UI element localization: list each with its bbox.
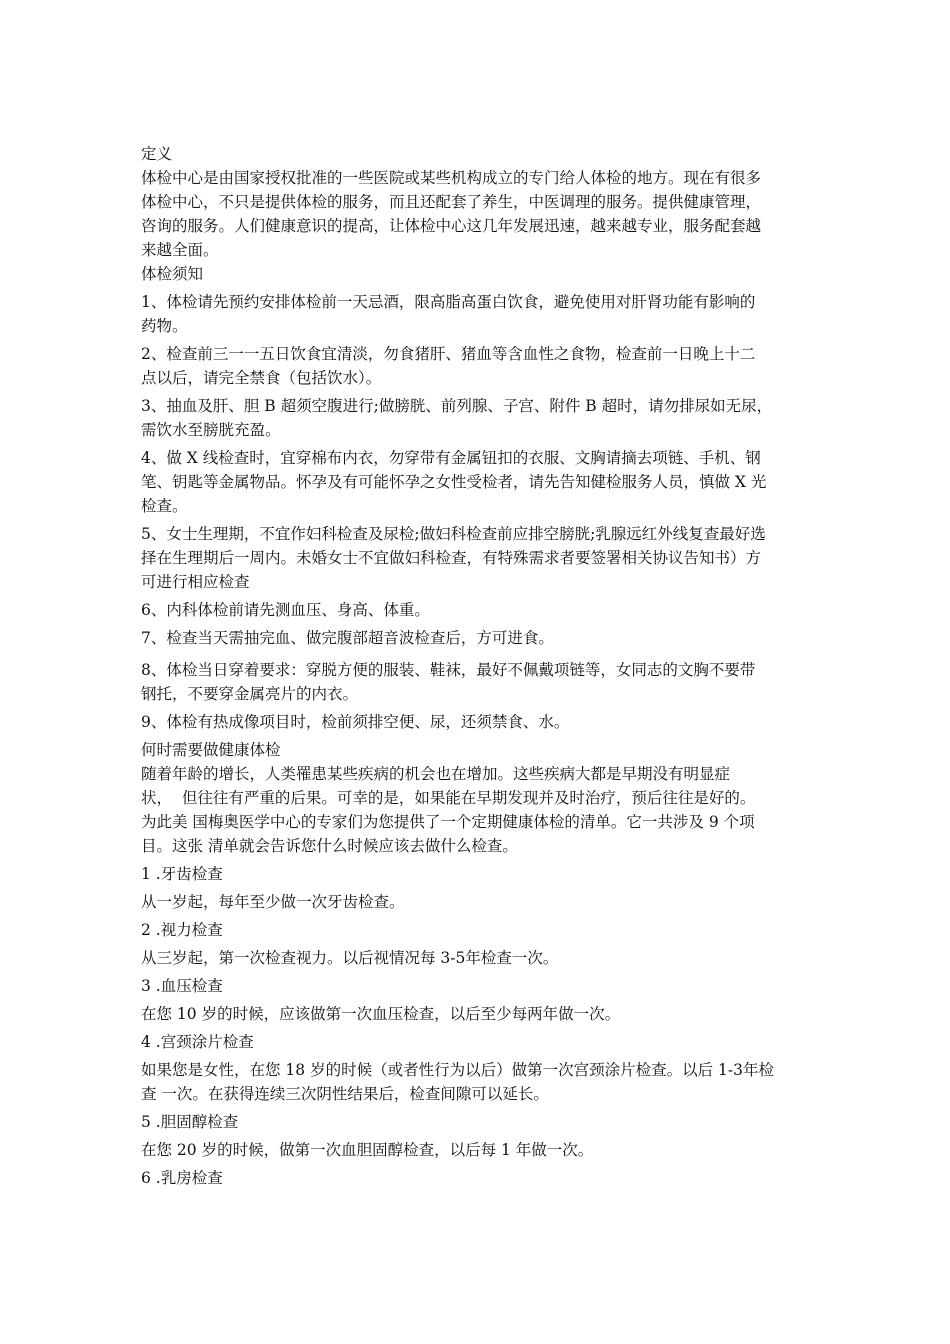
section-heading-notice: 体检须知	[141, 265, 204, 283]
check-desc-pap-smear: 如果您是女性，在您 18 岁的时候（或者性行为以后）做第一次宫颈涂片检查。以后 1-3年检	[141, 1061, 774, 1079]
section-heading-when: 何时需要做健康体检	[141, 741, 281, 759]
notice-item-2-cont: 点以后，请完全禁食（包括饮水）。	[141, 369, 382, 387]
notice-item-2: 2、检查前三一一五日饮食宜清淡，勿食猪肝、猪血等含血性之食物，检查前一日晚上十二	[141, 345, 756, 363]
when-line: 目。这张 清单就会告诉您什么时候应该去做什么检查。	[141, 837, 518, 855]
notice-item-5-cont: 可进行相应检查	[141, 573, 250, 591]
check-title-pap-smear: 4 .宫颈涂片检查	[141, 1033, 254, 1051]
section-heading-definition: 定义	[141, 145, 173, 163]
check-desc-vision: 从三岁起，第一次检查视力。以后视情况每 3-5年检查一次。	[141, 949, 559, 967]
check-title-breast: 6 .乳房检查	[141, 1169, 223, 1187]
notice-item-1: 1、体检请先预约安排体检前一天忌酒，限高脂高蛋白饮食，避免使用对肝肾功能有影响的	[141, 293, 756, 311]
check-desc-teeth: 从一岁起，每年至少做一次牙齿检查。	[141, 893, 405, 911]
when-line: 状， 但往往有严重的后果。可幸的是，如果能在早期发现并及时治疗，预后往往是好的。	[141, 789, 756, 807]
notice-item-3-cont: 需饮水至膀胱充盈。	[141, 421, 281, 439]
notice-item-8: 8、体检当日穿着要求：穿脱方便的服装、鞋袜，最好不佩戴项链等，女同志的文胸不要带	[141, 661, 756, 679]
notice-item-4: 4、做 X 线检查时，宜穿棉布内衣，勿穿带有金属钮扣的衣服、文胸请摘去项链、手机、钢	[141, 449, 761, 467]
check-desc-blood-pressure: 在您 10 岁的时候，应该做第一次血压检查，以后至少每两年做一次。	[141, 1005, 621, 1023]
notice-item-5: 5、女士生理期，不宜作妇科检查及尿检;做妇科检查前应排空膀胱;乳腺远红外线复查最好选	[141, 525, 766, 543]
notice-item-3: 3、抽血及肝、胆 B 超须空腹进行;做膀胱、前列腺、子宫、附件 B 超时，请勿排尿如无尿，	[141, 397, 773, 415]
notice-item-4-cont: 检查。	[141, 497, 188, 515]
notice-item-4-cont: 笔、钥匙等金属物品。怀孕及有可能怀孕之女性受检者，请先告知健检服务人员，慎做 X 光	[141, 473, 767, 491]
notice-item-7: 7、检查当天需抽完血、做完腹部超音波检查后，方可进食。	[141, 629, 554, 647]
check-title-vision: 2 .视力检查	[141, 921, 223, 939]
when-line: 为此美 国梅奥医学中心的专家们为您提供了一个定期健康体检的清单。它一共涉及 9 个项	[141, 813, 755, 831]
notice-item-1-cont: 药物。	[141, 317, 188, 335]
check-desc-cholesterol: 在您 20 岁的时候，做第一次血胆固醇检查，以后每 1 年做一次。	[141, 1141, 594, 1159]
when-line: 随着年龄的增长，人类罹患某些疾病的机会也在增加。这些疾病大都是早期没有明显症	[141, 765, 731, 783]
definition-line: 来越全面。	[141, 241, 219, 259]
check-desc-pap-smear-cont: 查 一次。在获得连续三次阴性结果后，检查间隙可以延长。	[141, 1085, 549, 1103]
definition-line: 体检中心，不只是提供体检的服务，而且还配套了养生，中医调理的服务。提供健康管理，	[141, 193, 762, 211]
notice-item-9: 9、体检有热成像项目时，检前须排空便、尿，还须禁食、水。	[141, 713, 570, 731]
notice-item-8-cont: 钢托，不要穿金属亮片的内衣。	[141, 685, 359, 703]
check-title-teeth: 1 .牙齿检查	[141, 865, 223, 883]
document-page	[141, 142, 831, 1190]
check-title-blood-pressure: 3 .血压检查	[141, 977, 223, 995]
notice-item-5-cont: 择在生理期后一周内。未婚女士不宜做妇科检查，有特殊需求者要签署相关协议告知书）方	[141, 549, 762, 567]
check-title-cholesterol: 5 .胆固醇检查	[141, 1113, 239, 1131]
definition-line: 体检中心是由国家授权批准的一些医院或某些机构成立的专门给人体检的地方。现在有很多	[141, 169, 762, 187]
definition-line: 咨询的服务。人们健康意识的提高，让体检中心这几年发展迅速，越来越专业，服务配套越	[141, 217, 762, 235]
notice-item-6: 6、内科体检前请先测血压、身高、体重。	[141, 601, 430, 619]
